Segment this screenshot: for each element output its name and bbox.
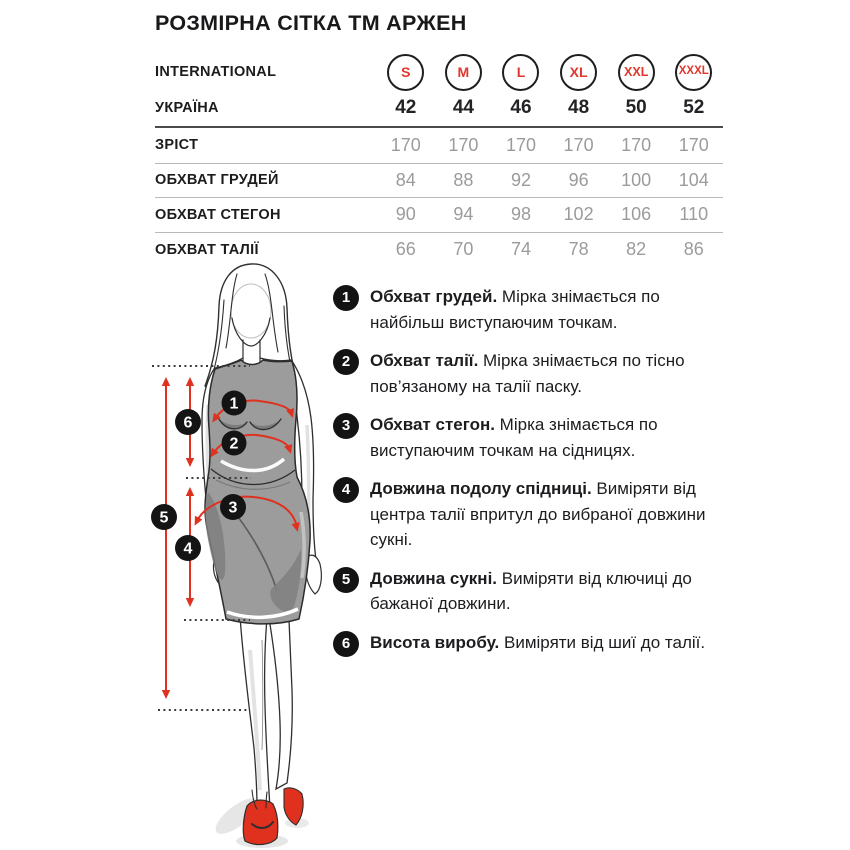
table-cell: 44	[452, 97, 474, 118]
figure-marker-1: 1	[229, 395, 239, 413]
legend-term: Обхват талії.	[370, 351, 479, 370]
woman-legs	[240, 616, 292, 808]
legend-item	[333, 284, 708, 335]
table-cell: 48	[568, 97, 590, 118]
size-badge	[445, 54, 482, 91]
table-cell: 170	[448, 134, 479, 155]
table-cell: 70	[453, 239, 474, 260]
legend-number-badge: 6	[333, 631, 359, 657]
legend-term: Довжина сукні.	[370, 568, 498, 588]
legend-text: Виміряти від ключиці до бажаної довжини.	[370, 568, 692, 613]
legend-text: Виміряти від центра талії впритул до вибраної довжини сукні.	[370, 479, 706, 549]
table-row	[155, 128, 723, 163]
row-label: УКРАЇНА	[155, 100, 219, 116]
row-cells	[377, 54, 723, 91]
table-cell: 170	[678, 134, 709, 155]
row-label: ЗРІСТ	[155, 137, 199, 154]
row-label: INTERNATIONAL	[155, 64, 277, 80]
table-row	[155, 197, 723, 232]
size-badge	[387, 54, 424, 91]
row-label: ОБХВАТ ГРУДЕЙ	[155, 172, 279, 189]
table-cell: 170	[505, 134, 536, 155]
size-badge	[675, 54, 712, 91]
table-cell	[665, 54, 723, 91]
legend-number-badge: 2	[333, 349, 359, 375]
table-cell: 66	[395, 239, 416, 260]
legend-item	[333, 566, 708, 617]
row-label: ОБХВАТ ТАЛІЇ	[155, 241, 259, 258]
table-cell: 170	[621, 134, 652, 155]
legend-item	[333, 412, 708, 463]
red-shoes	[243, 788, 303, 845]
table-cell: 82	[626, 239, 647, 260]
row-cells	[377, 135, 723, 156]
legend-text: Мірка знімається по найбільш виступаючим точкам.	[370, 287, 660, 332]
row-cells	[377, 170, 723, 191]
table-cell	[607, 54, 665, 91]
figure-marker-6: 6	[183, 414, 193, 432]
legend-number-badge: 5	[333, 567, 359, 593]
table-cell: 100	[621, 169, 652, 190]
table-cell: 110	[679, 204, 709, 225]
table-cell	[550, 54, 608, 91]
size-label: S	[401, 64, 411, 80]
table-cell: 102	[563, 204, 594, 225]
table-cell: 92	[510, 169, 531, 190]
figure-marker-5: 5	[159, 509, 169, 527]
measurement-legend	[333, 284, 708, 668]
table-row	[155, 163, 723, 198]
size-table	[155, 52, 723, 266]
legend-text: Мірка знімається по тісно пов’язаному на талії паску.	[370, 351, 685, 396]
gray-dress	[205, 360, 310, 624]
legend-term: Обхват стегон.	[370, 415, 495, 434]
table-cell	[492, 54, 550, 91]
row-cells	[377, 239, 723, 260]
legend-text: Мірка знімається по виступаючим точкам на сідницях.	[370, 415, 658, 460]
table-cell	[435, 54, 493, 91]
measurement-figure	[140, 258, 342, 850]
size-badge	[618, 54, 655, 91]
size-label: XXXL	[678, 65, 709, 78]
table-cell: 170	[563, 134, 594, 155]
table-cell: 88	[453, 169, 474, 190]
row-label: ОБХВАТ СТЕГОН	[155, 206, 281, 223]
table-cell: 104	[678, 169, 709, 190]
table-cell: 52	[683, 97, 705, 118]
table-cell: 84	[395, 169, 416, 190]
legend-text: Виміряти від шиї до талії.	[499, 632, 706, 652]
figure-marker-3: 3	[228, 499, 238, 517]
size-label: XXL	[624, 64, 649, 79]
legend-item	[333, 630, 708, 656]
legend-number-badge: 1	[333, 285, 359, 311]
table-cell: 46	[510, 97, 532, 118]
table-cell: 74	[510, 239, 531, 260]
size-badge	[502, 54, 539, 91]
figure-marker-4: 4	[183, 540, 193, 558]
table-cell: 106	[621, 204, 652, 225]
table-row	[155, 92, 723, 124]
figure-marker-2: 2	[229, 435, 239, 453]
legend-term: Довжина подолу спідниці.	[370, 479, 592, 498]
table-cell: 86	[683, 239, 704, 260]
page-title: РОЗМІРНА СІТКА ТМ АРЖЕН	[155, 11, 467, 35]
legend-term: Висота виробу.	[370, 632, 500, 652]
table-cell: 98	[510, 204, 531, 225]
size-label: L	[516, 64, 526, 80]
legend-item	[333, 348, 708, 399]
legend-term: Обхват грудей.	[370, 287, 498, 306]
table-cell: 42	[395, 97, 417, 118]
legend-item	[333, 476, 708, 553]
legend-number-badge: 3	[333, 413, 359, 439]
row-cells	[377, 97, 723, 119]
table-cell: 90	[395, 204, 416, 225]
table-cell: 96	[568, 169, 589, 190]
table-row	[155, 52, 723, 92]
table-cell: 170	[390, 134, 421, 155]
table-cell	[377, 54, 435, 91]
size-label: XL	[569, 64, 588, 80]
table-cell: 50	[625, 97, 647, 118]
table-cell: 94	[453, 204, 474, 225]
size-label: M	[457, 64, 470, 80]
legend-number-badge: 4	[333, 477, 359, 503]
size-badge	[560, 54, 597, 91]
table-cell: 78	[568, 239, 589, 260]
row-cells	[377, 204, 723, 225]
